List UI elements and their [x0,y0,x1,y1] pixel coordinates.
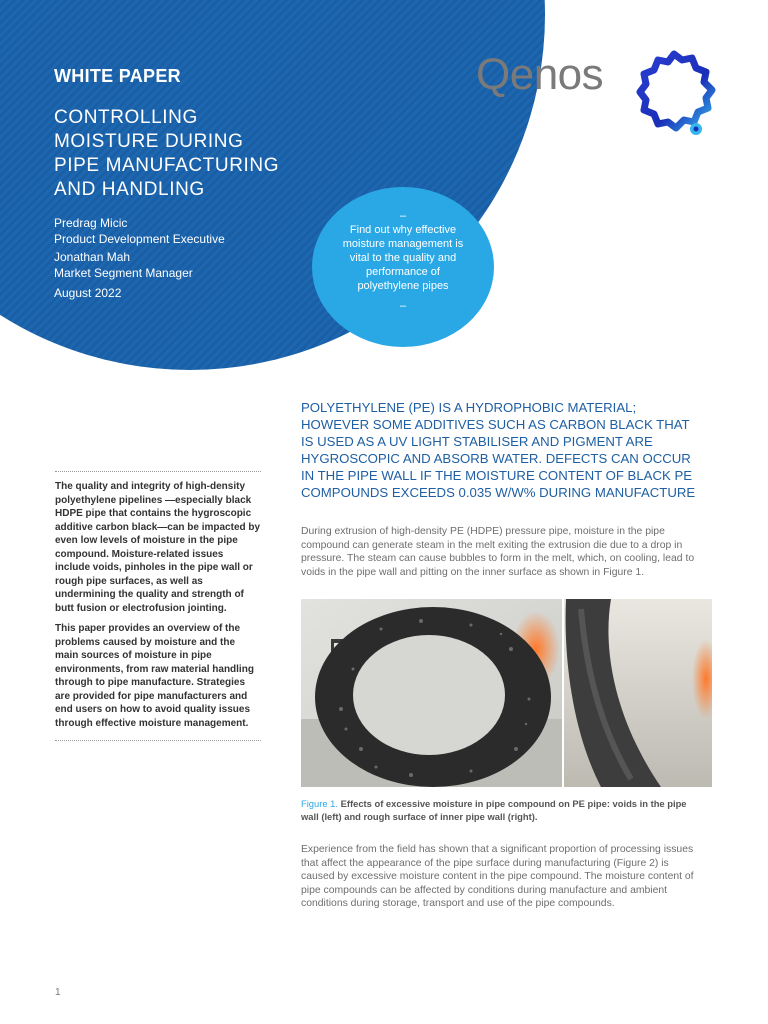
document-type-label: WHITE PAPER [54,66,181,86]
body-paragraph: During extrusion of high-density PE (HDPE) pressure pipe, moisture in the pipe compound can generate steam in the melt exiting the extrusion die due to a drop in pressure. The steam can cause bubbles to form in the melt, which, on cooling, lead to voids in the pipe wall and pitting on the inner surface as shown in Figure 1. [301,526,695,578]
summary-paragraph: This paper provides an overview of the problems caused by moisture and the main sources of moisture in pipe environments, from raw material handling through to pipe manufacture. Strategies are provided for pipe manufacturers and end users on how to avoid quality issues through effective moisture management. [55,623,254,729]
publication-date: August 2022 [54,286,122,300]
callout-text: Find out why effective moisture management is vital to the quality and performance of polyethylene pipes [342,224,464,292]
author-role: Market Segment Manager [54,266,193,280]
summary-sidebar [55,471,261,741]
figure-1-photo [301,599,712,787]
summary-paragraph: The quality and integrity of high-density polyethylene pipelines —especially black HDPE pipe that contains the hygroscopic additive carbon black—can be impacted by even low levels of moisture in the pipe compound. Moisture-related issues include voids, pinholes in the pipe wall or rough pipe surfaces, as well as undermining the quality and strength of butt fusion or electrofusion jointing. [55,481,261,614]
author-name: Predrag Micic [54,216,128,230]
lead-heading: POLYETHYLENE (PE) IS A HYDROPHOBIC MATERIAL; HOWEVER SOME ADDITIVES SUCH AS CARBON BLACK THAT IS USED AS A UV LIGHT STABILISER AND PIGMENT ARE HYGROSCOPIC AND ABSORB WATER. DEFECTS CAN OCCUR IN THE PIPE WALL IF THE MOISTURE CONTENT OF BLACK PE COMPOUNDS EXCEEDS 0.035 W/W% DURING MANUFACTURE [301,400,696,500]
title-line: PIPE MANUFACTURING [54,155,280,176]
page-title [54,106,314,202]
author-name: Jonathan Mah [54,250,131,264]
author-block [54,215,225,301]
title-line: AND HANDLING [54,179,205,200]
figure-caption [301,797,701,823]
title-line: MOISTURE DURING [54,131,244,152]
callout-dash-bottom: – [399,300,407,312]
author-role: Product Development Executive [54,232,225,246]
title-line: CONTROLLING [54,107,198,128]
figure-caption-text: Effects of excessive moisture in pipe compound on PE pipe: voids in the pipe wall (left) and rough surface of inner pipe wall (right). [301,798,687,822]
callout-circle [312,187,494,347]
callout-dash-top: – [399,210,407,222]
figure-label: Figure 1. [301,798,338,809]
page-number: 1 [55,987,61,998]
body-paragraph: Experience from the field has shown that a significant proportion of processing issues that affect the appearance of the pipe surface during manufacturing (Figure 2) is caused by excessive moisture content in the pipe compound. The moisture content of pipe compounds can be affected by conditions during manufacture and ambient conditions during storage, transport and use of the pipe compounds. [301,844,694,909]
gear-icon [636,50,716,145]
logo-wordmark: Qenos [476,50,604,99]
